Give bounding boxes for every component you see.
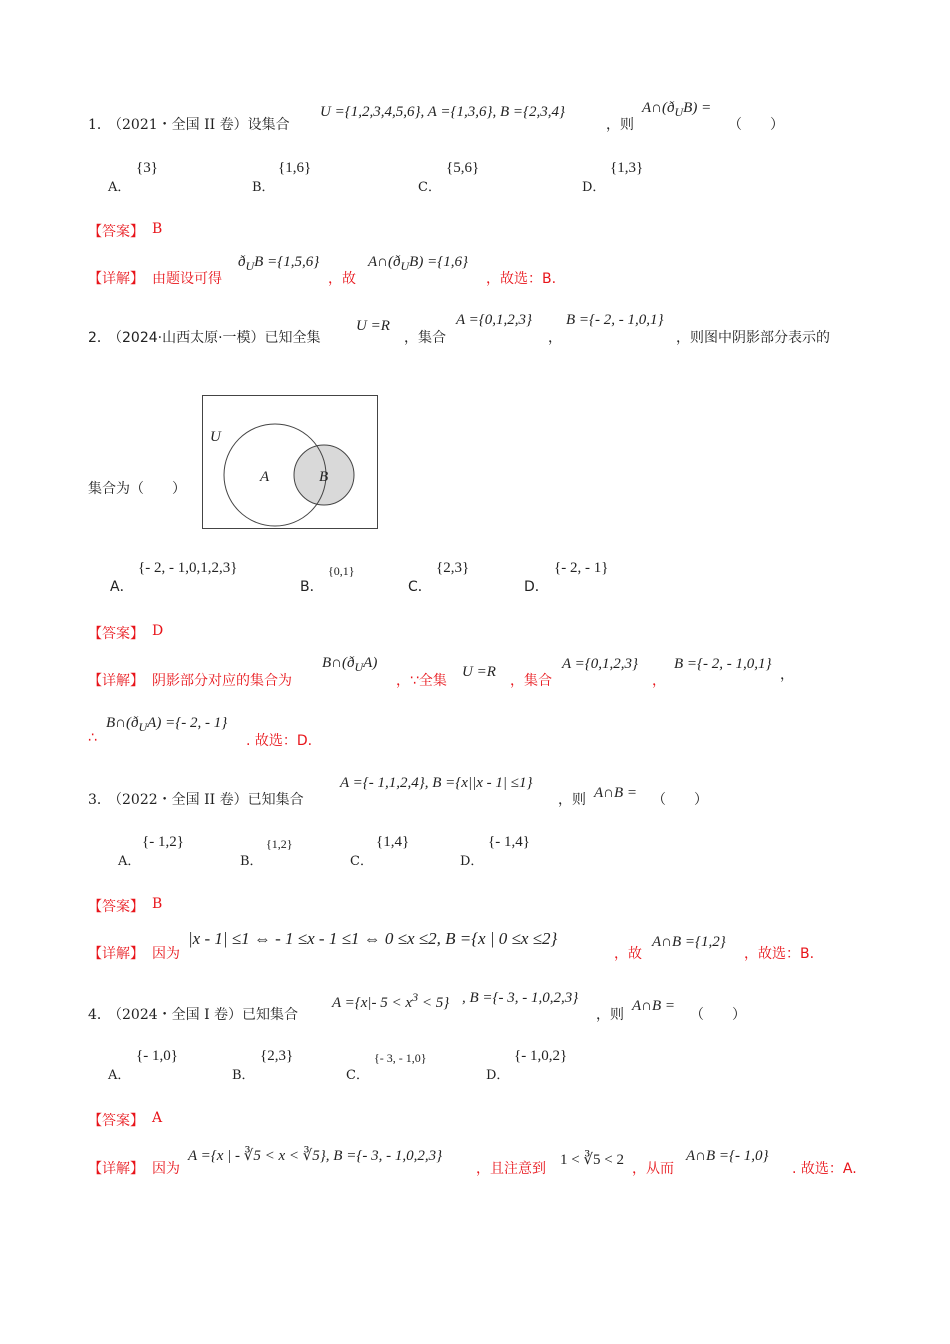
q1-number: 1． (88, 117, 111, 133)
venn-label-b: B (319, 469, 329, 485)
q2-set-b: B ={- 2, - 1,0,1} (566, 312, 664, 328)
q3-answer: B (152, 896, 163, 912)
venn-label-u: U (210, 429, 221, 445)
q4-expression: A∩B = (632, 998, 676, 1014)
q2-detail-universal: U =R (462, 664, 496, 680)
q3-option-a: {- 1,2} (142, 834, 184, 850)
q4-detail-sets: A ={x | - ∛5 < x < ∛5}, B ={- 3, - 1,0,2,3} (188, 1148, 443, 1164)
q1-detail-text-2: ，故 (328, 271, 356, 287)
q2-option-d-label: D． (524, 579, 549, 595)
q3-detail-text-1: 因为 (152, 946, 180, 962)
q1-source: （2021・全国 II 卷）设集合 (108, 117, 290, 133)
q3-then: ，则 (558, 792, 586, 808)
q2-detail-text-2: ，∵全集 (396, 673, 447, 689)
q4-detail-tag: 【详解】 (88, 1161, 144, 1177)
q4-then: ，则 (596, 1007, 624, 1023)
q1-option-d-label: D． (582, 180, 606, 195)
q2-detail-result: $B\cap(ð_UA)$ ={- 2, - 1} (106, 715, 228, 734)
q2-universal-set: U =R (356, 318, 390, 334)
q1-option-a: {3} (136, 160, 158, 176)
q4-detail-result: A∩B ={- 1,0} (686, 1148, 769, 1164)
q2-detail-text-3: ，集合 (510, 673, 552, 689)
q1-detail-complement: $ð_UB =\{1,5,6\}$ (238, 254, 320, 273)
q1-option-d: {1,3} (610, 160, 644, 176)
q3-detail-tag: 【详解】 (88, 946, 144, 962)
q3-detail-derivation: |x - 1| ≤1 ⇔ - 1 ≤x - 1 ≤1 ⇔ 0 ≤x ≤2, B ={x | 0 ≤x ≤2} (188, 929, 558, 948)
q3-source: （2022・全国 II 卷）已知集合 (108, 792, 304, 808)
venn-label-a: A (260, 469, 270, 485)
q2-therefore: ∴ (88, 730, 97, 746)
q1-option-b: {1,6} (278, 160, 312, 176)
q4-answer: A (152, 1110, 163, 1126)
q2-option-b: {0,1} (328, 564, 355, 578)
q1-answer: B (152, 221, 163, 237)
q3-option-d: {- 1,4} (488, 834, 530, 850)
q3-expression: A∩B = (594, 785, 638, 801)
q4-option-d-label: D． (486, 1068, 510, 1083)
q2-comma: ， (548, 330, 562, 346)
q2-text-tail: ，则图中阴影部分表示的 (676, 330, 830, 346)
q2-option-b-label: B． (300, 579, 324, 595)
q2-option-c: {2,3} (436, 560, 470, 576)
q4-option-d: {- 1,0,2} (514, 1048, 568, 1064)
q2-text-line-2: 集合为（ ） (88, 481, 186, 497)
q3-option-a-label: A． (118, 854, 141, 869)
q1-detail-text-3: ，故选：B. (486, 271, 557, 287)
q1-sets: U ={1,2,3,4,5,6}, A ={1,3,6}, B ={2,3,4} (320, 104, 565, 120)
q2-source: （2024·山西太原·一模）已知全集 (108, 330, 321, 346)
q4-answer-tag: 【答案】 (88, 1113, 144, 1129)
q2-option-c-label: C． (408, 579, 432, 595)
q2-text-set: ，集合 (404, 330, 446, 346)
q1-detail-intersection: $A\cap(ð_UB) =\{1,6\}$ (368, 254, 468, 273)
q3-detail-text-2: ，故 (614, 946, 642, 962)
q4-detail-text-2: ，且注意到 (476, 1161, 546, 1177)
q4-detail-text-3: ，从而 (632, 1161, 674, 1177)
q1-option-a-label: A． (108, 180, 131, 195)
q3-option-d-label: D． (460, 854, 484, 869)
q1-then: ，则 (606, 117, 634, 133)
q3-answer-tag: 【答案】 (88, 899, 144, 915)
q1-detail-text-1: 由题设可得 (152, 271, 222, 287)
q4-option-b-label: B． (232, 1068, 255, 1083)
q2-option-d: {- 2, - 1} (554, 560, 609, 576)
q1-option-c-label: C． (418, 180, 441, 195)
q3-detail-result: A∩B ={1,2} (652, 934, 726, 950)
q3-option-c: {1,4} (376, 834, 410, 850)
q3-option-b-label: B． (240, 854, 263, 869)
q4-detail-text-1: 因为 (152, 1161, 180, 1177)
q4-option-b: {2,3} (260, 1048, 294, 1064)
q4-option-a-label: A． (108, 1068, 131, 1083)
q4-detail-bound: 1 < ∛5 < 2 (560, 1152, 624, 1168)
q4-set-a: A ={x|- $5 < x^3 < 5$} (332, 990, 450, 1011)
q3-option-b: {1,2} (266, 837, 293, 851)
q2-detail-set-b: B ={- 2, - 1,0,1} (674, 656, 772, 672)
q1-expression: $A\cap(ð_UB)$ = (642, 100, 712, 119)
q2-answer: D (152, 623, 164, 639)
q3-number: 3． (88, 792, 111, 808)
q4-detail-text-4: . 故选：A. (792, 1161, 857, 1177)
q1-detail-tag: 【详解】 (88, 271, 144, 287)
q2-option-a: {- 2, - 1,0,1,2,3} (138, 560, 238, 576)
q2-set-a: A ={0,1,2,3} (456, 312, 533, 328)
q2-detail-tag: 【详解】 (88, 673, 144, 689)
q2-detail-text-6: . 故选：D. (246, 733, 313, 749)
q4-option-c-label: C． (346, 1068, 369, 1083)
venn-diagram (202, 395, 378, 529)
q2-detail-text-1: 阴影部分对应的集合为 (152, 673, 292, 689)
q2-answer-tag: 【答案】 (88, 626, 144, 642)
q4-blank: （ ） (690, 1007, 746, 1023)
q2-detail-complement: $B\cap(ð_UA)$ (322, 655, 378, 674)
q2-detail-text-4: ， (652, 673, 666, 689)
q1-blank: （ ） (728, 117, 784, 133)
q1-option-b-label: B． (252, 180, 275, 195)
q3-option-c-label: C． (350, 854, 373, 869)
q3-sets: A ={- 1,1,2,4}, B ={x||x - 1| ≤1} (340, 775, 533, 791)
q2-detail-text-5: ， (780, 667, 794, 683)
q1-answer-tag: 【答案】 (88, 224, 144, 240)
q4-source: （2024・全国 I 卷）已知集合 (108, 1007, 299, 1023)
q3-detail-text-3: ，故选：B. (744, 946, 815, 962)
q2-option-a-label: A． (110, 579, 134, 595)
q4-option-a: {- 1,0} (136, 1048, 178, 1064)
q1-option-c: {5,6} (446, 160, 480, 176)
q4-number: 4． (88, 1007, 111, 1023)
q2-detail-set-a: A ={0,1,2,3} (562, 656, 639, 672)
q4-option-c: {- 3, - 1,0} (374, 1051, 427, 1065)
q2-number: 2． (88, 330, 111, 346)
q3-blank: （ ） (652, 792, 708, 808)
q4-set-b: , B ={- 3, - 1,0,2,3} (462, 990, 579, 1006)
